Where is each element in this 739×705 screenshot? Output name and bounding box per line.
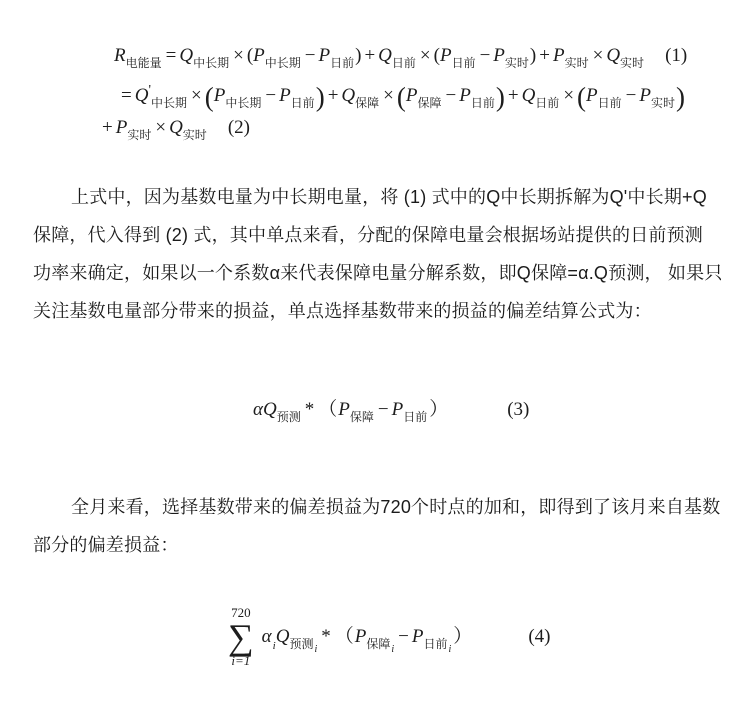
paragraph-1-line-1: 上式中，因为基数电量为中长期电量，将 (1) 式中的Q中长期拆解为Q'中长期+Q: [71, 187, 707, 207]
paragraph-2-line-2: 部分的偏差损益：: [33, 535, 179, 555]
paragraph-1-line-2: 保障，代入得到 (2) 式，其中单点来看，分配的保障电量会根据场站提供的日前预测: [33, 225, 703, 245]
paragraph-2-line-1: 全月来看，选择基数带来的偏差损益为720个时点的加和，即得到了该月来自基数: [71, 497, 721, 517]
paragraph-1-line-3: 功率来确定，如果以一个系数α来代表保障电量分解系数，即Q保障=α.Q预测， 如果只: [33, 263, 723, 283]
formula-3: $\alpha Q_{预测} * (P_{保障} - P_{日前}$ ） (3): [253, 399, 530, 424]
formula-2-line1: = $Q'_{中长期} \times (P_{中长期} - P_{日前}) + Q_{保障} \times (P_{保障} - P_{日前}) + Q_{日前} \times (P_{日前} - P_{实时})$: [121, 82, 685, 112]
formula-1: $R_{电能量} = Q_{中长期} \times (P_{中长期} - P_{日前}) + Q_{日前} \times (P_{日前} - P_{实时}) + P_{实时} \times Q_{实时}$ (1): [114, 45, 688, 70]
paragraph-2: [33, 488, 733, 564]
paragraph-1-line-4: 关注基数电量部分带来的损益，单点选择基数带来的损益的偏差结算公式为：: [33, 301, 652, 321]
summation-symbol: 720 ∑ i=1: [228, 605, 254, 669]
formula-2-line2: + $P_{实时} \times Q_{实时}$ (2): [102, 117, 250, 142]
paragraph-1: [33, 178, 733, 330]
formula-4: 720 ∑ i=1 $\alpha_iQ_{预测_i}*$ $(P_{保障_i}- P_{日前_i})$ (4): [228, 605, 551, 669]
